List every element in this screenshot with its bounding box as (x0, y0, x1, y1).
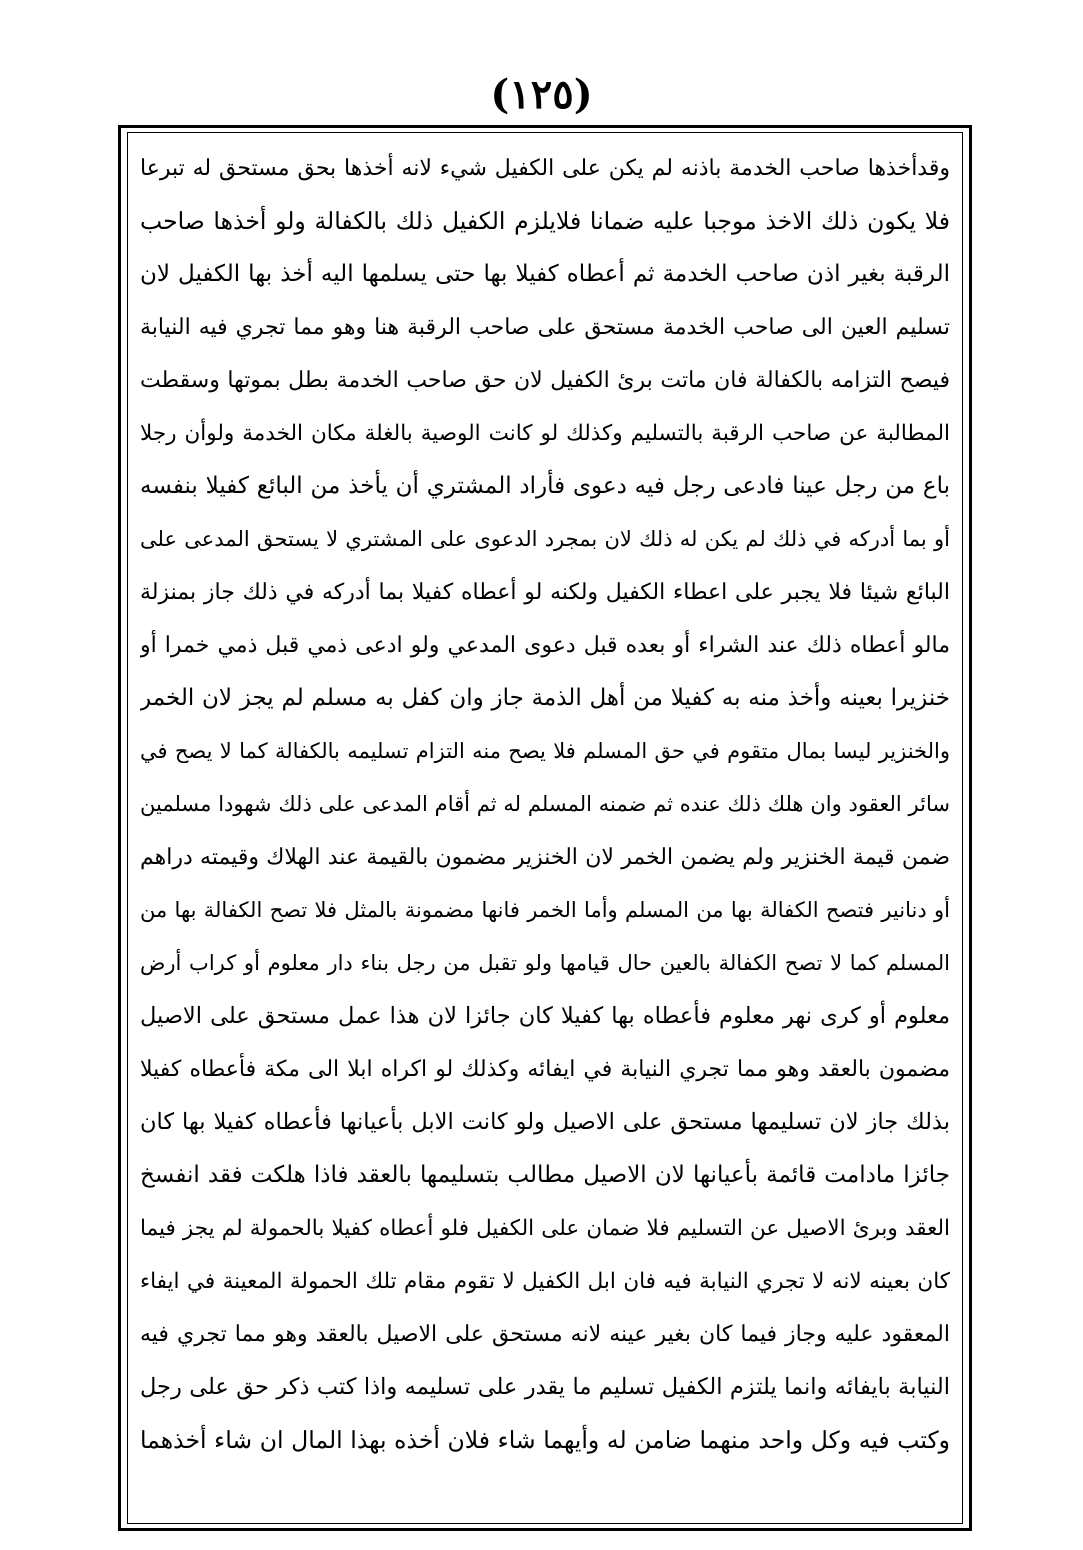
text-line: العقد وبرئ الاصيل عن التسليم فلا ضمان على الكفيل فلو أعطاه كفيلا بالحمولة لم يجز فيما (140, 1216, 950, 1241)
text-line: المعقود عليه وجاز فيما كان بغير عينه لانه مستحق على الاصيل بالعقد وهو مما تجري فيه (140, 1322, 950, 1347)
text-line: النيابة بايفائه وانما يلتزم الكفيل تسليم ما يقدر على تسليمه واذا كتب ذكر حق على رجل (140, 1374, 950, 1400)
text-line: الرقبة بغير اذن صاحب الخدمة ثم أعطاه كفيلا بها حتى يسلمها اليه أخذ بها الكفيل لان (140, 261, 950, 287)
text-line: وكتب فيه وكل واحد منهما ضامن له وأيهما شاء فلان أخذه بهذا المال ان شاء أخذهما (140, 1426, 950, 1454)
text-line: مضمون بالعقد وهو مما تجري النيابة في ايفائه وكذلك لو اكراه ابلا الى مكة فأعطاه كفيلا (140, 1057, 950, 1082)
text-line: بذلك جاز لان تسليمها مستحق على الاصيل ولو كانت الابل بأعيانها فأعطاه كفيلا بها كان (140, 1109, 950, 1135)
text-line: المطالبة عن صاحب الرقبة بالتسليم وكذلك لو كانت الوصية بالغلة مكان الخدمة ولوأن رجلا (140, 421, 950, 446)
text-line: ضمن قيمة الخنزير ولم يضمن الخمر لان الخنزير مضمون بالقيمة عند الهلاك وقيمته دراهم (140, 845, 950, 870)
text-line: معلوم أو كرى نهر معلوم فأعطاه بها كفيلا كان جائزا لان هذا عمل مستحق على الاصيل (140, 1003, 950, 1029)
text-line: وقدأخذها صاحب الخدمة باذنه لم يكن على الكفيل شيء لانه أخذها بحق مستحق له تبرعا (140, 156, 950, 181)
text-line: المسلم كما لا تصح الكفالة بالعين حال قيامها ولو تقبل من رجل بناء دار معلوم أو كراب أرض (140, 951, 950, 975)
text-line: أو بما أدركه في ذلك لم يكن له ذلك لان بمجرد الدعوى على المشتري لا يستحق المدعى على (140, 527, 950, 551)
text-line: فيصح التزامه بالكفالة فان ماتت برئ الكفيل لان حق صاحب الخدمة بطل بموتها وسقطت (140, 368, 950, 393)
text-line: والخنزير ليسا بمال متقوم في حق المسلم فلا يصح منه التزام تسليمه بالكفالة كما لا يصح في (140, 739, 950, 763)
text-line: البائع شيئا فلا يجبر على اعطاء الكفيل ولكنه لو أعطاه كفيلا بما أدركه في ذلك جاز بمنزلة (140, 580, 950, 605)
text-line: فلا يكون ذلك الاخذ موجبا عليه ضمانا فلايلزم الكفيل ذلك بالكفالة ولو أخذها صاحب (140, 207, 950, 235)
text-line: أو دنانير فتصح الكفالة بها من المسلم وأما الخمر فانها مضمونة بالمثل فلا تصح الكفالة بها من (140, 898, 950, 922)
text-line: تسليم العين الى صاحب الخدمة مستحق على صاحب الرقبة هنا وهو مما تجري فيه النيابة (140, 315, 950, 340)
page-number: (١٢٥) (490, 71, 593, 118)
text-line: خنزيرا بعينه وأخذ منه به كفيلا من أهل الذمة جاز وان كفل به مسلم لم يجز لان الخمر (140, 685, 950, 711)
text-line: سائر العقود وان هلك ذلك عنده ثم ضمنه المسلم له ثم أقام المدعى على ذلك شهودا مسلمين (140, 792, 950, 816)
text-line: مالو أعطاه ذلك عند الشراء أو بعده قبل دعوى المدعي ولو ادعى ذمي قبل ذمي خمرا أو (140, 633, 950, 658)
text-line: جائزا مادامت قائمة بأعيانها لان الاصيل مطالب بتسليمها بالعقد فاذا هلكت فقد انفسخ (140, 1162, 950, 1188)
text-line: باع من رجل عينا فادعى رجل فيه دعوى فأراد المشتري أن يأخذ من البائع كفيلا بنفسه (140, 473, 950, 499)
text-line: كان بعينه لانه لا تجري النيابة فيه فان ابل الكفيل لا تقوم مقام تلك الحمولة المعينة في ايفاء (140, 1269, 950, 1294)
body-text (140, 142, 950, 1522)
